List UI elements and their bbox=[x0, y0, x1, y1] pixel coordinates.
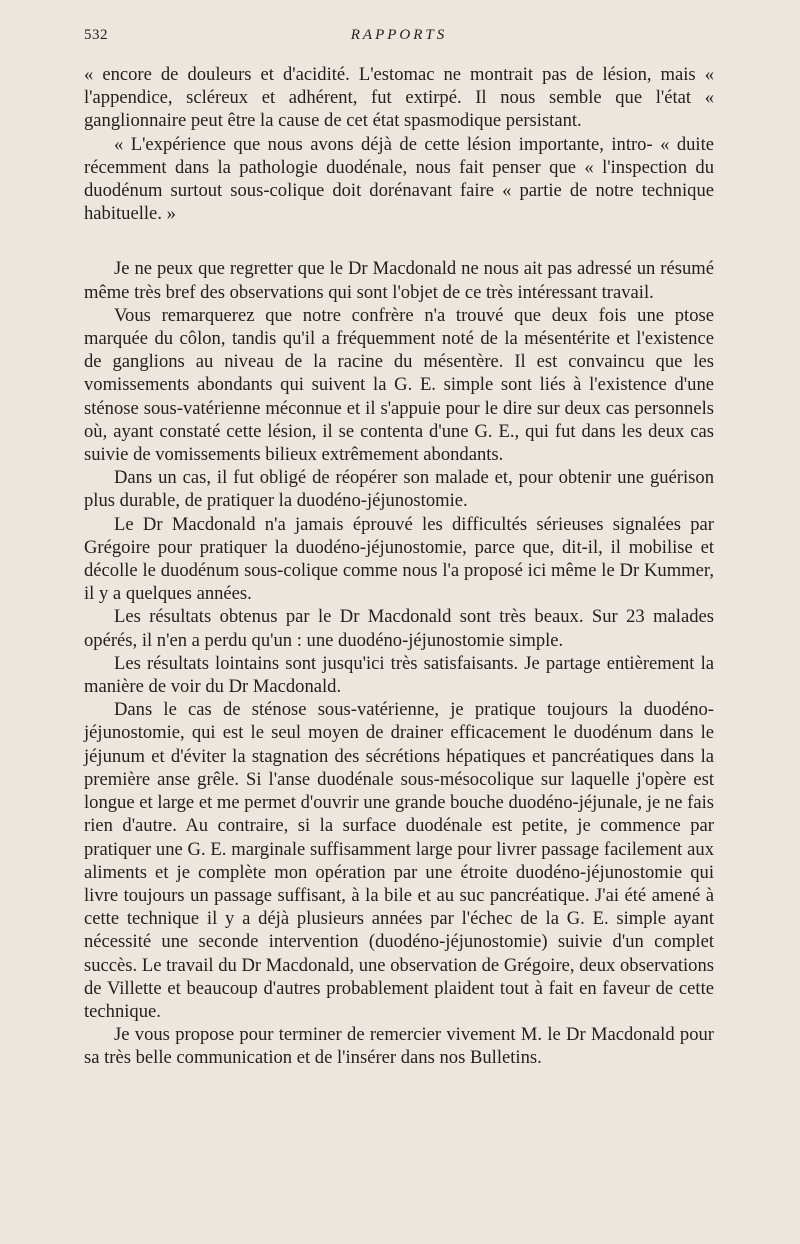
paragraph: Je vous propose pour terminer de remercier vivement M. le Dr Macdonald pour sa très belle communication et de l'insérer dans nos Bulletins. bbox=[84, 1024, 714, 1069]
quoted-passage bbox=[84, 63, 714, 225]
paragraph: Les résultats lointains sont jusqu'ici très satisfaisants. Je partage entièrement la manière de voir du Dr Macdonald. bbox=[84, 652, 714, 698]
page-number: 532 bbox=[84, 27, 108, 43]
paragraph: Dans un cas, il fut obligé de réopérer son malade et, pour obtenir une guérison plus durable, de pratiquer la duodéno-jéjunostomie. bbox=[84, 467, 714, 512]
paragraph: Le Dr Macdonald n'a jamais éprouvé les difficultés sérieuses signalées par Grégoire pour pratiquer la duodéno-jéjunostomie, parce que, dit-il, il mobilise et décolle le duodénum sous-colique comme nous l'a proposé ici même le Dr Kummer, il y a quelques années. bbox=[84, 513, 714, 605]
paragraph: Dans le cas de sténose sous-vatérienne, je pratique toujours la duodéno-jéjunostomie, qui est le seul moyen de drainer efficacement le duodénum dans le jéjunum et d'éviter la stagnation des sécrétions hépatiques et pancréatiques dans la première anse grêle. Si l'anse duodénale sous-mésocolique sur laquelle j'opère est longue et large et me permet d'ouvrir une grande bouche duodéno-jéjunale, je ne fais rien d'autre. Au contraire, si la surface duodénale est petite, je commence par pratiquer une G. E. marginale suffisamment large pour livrer passage facilement aux aliments et je complète mon opération par une étroite duodéno-jéjunostomie qui livre toujours un passage suffisant, à la bile et au suc pancréatique. J'ai été amené à cette technique il y a déjà plusieurs années par l'échec de la G. E. simple ayant nécessité une seconde intervention (duodéno-jéjunostomie) suivie d'un complet succès. Le travail du Dr Macdonald, une observation de Grégoire, deux observations de Villette et beaucoup d'autres probablement plaident tout à fait en faveur de cette technique. bbox=[84, 699, 714, 1022]
quote-paragraph: « L'expérience que nous avons déjà de cette lésion importante, intro- « duite récemment dans la pathologie duodénale, nous fait penser que « l'inspection du duodénum surtout sous-colique doit dorénavant faire « partie de notre technique habituelle. » bbox=[84, 133, 714, 225]
running-title: RAPPORTS bbox=[350, 27, 448, 43]
page-header bbox=[84, 27, 714, 49]
section-gap bbox=[84, 225, 714, 257]
paragraph: Les résultats obtenus par le Dr Macdonald sont très beaux. Sur 23 malades opérés, il n'en a perdu qu'un : une duodéno-jéjunostomie simple. bbox=[84, 606, 714, 651]
body-text bbox=[84, 63, 714, 1070]
paragraph: Vous remarquerez que notre confrère n'a trouvé que deux fois une ptose marquée du côlon, tandis qu'il a fréquemment noté de la mésentérite et l'existence de ganglions au niveau de la racine du mésentère. Il est convaincu que les vomissements abondants qui suivent la G. E. simple sont liés à l'existence d'une sténose sous-vatérienne méconnue et il s'appuie pour le dire sur deux cas personnels où, ayant constaté cette lésion, il se contenta d'une G. E., qui fut dans les deux cas suivie de vomissements bilieux extrêmement abondants. bbox=[84, 304, 714, 466]
quote-paragraph: « encore de douleurs et d'acidité. L'estomac ne montrait pas de lésion, mais « l'appendice, scléreux et adhérent, fut extirpé. Il nous semble que l'état « ganglionnaire peut être la cause de cet état spasmodique persistant. bbox=[84, 64, 714, 132]
paragraph: Je ne peux que regretter que le Dr Macdonald ne nous ait pas adressé un résumé même très bref des observations qui sont l'objet de ce très intéressant travail. bbox=[84, 258, 714, 303]
